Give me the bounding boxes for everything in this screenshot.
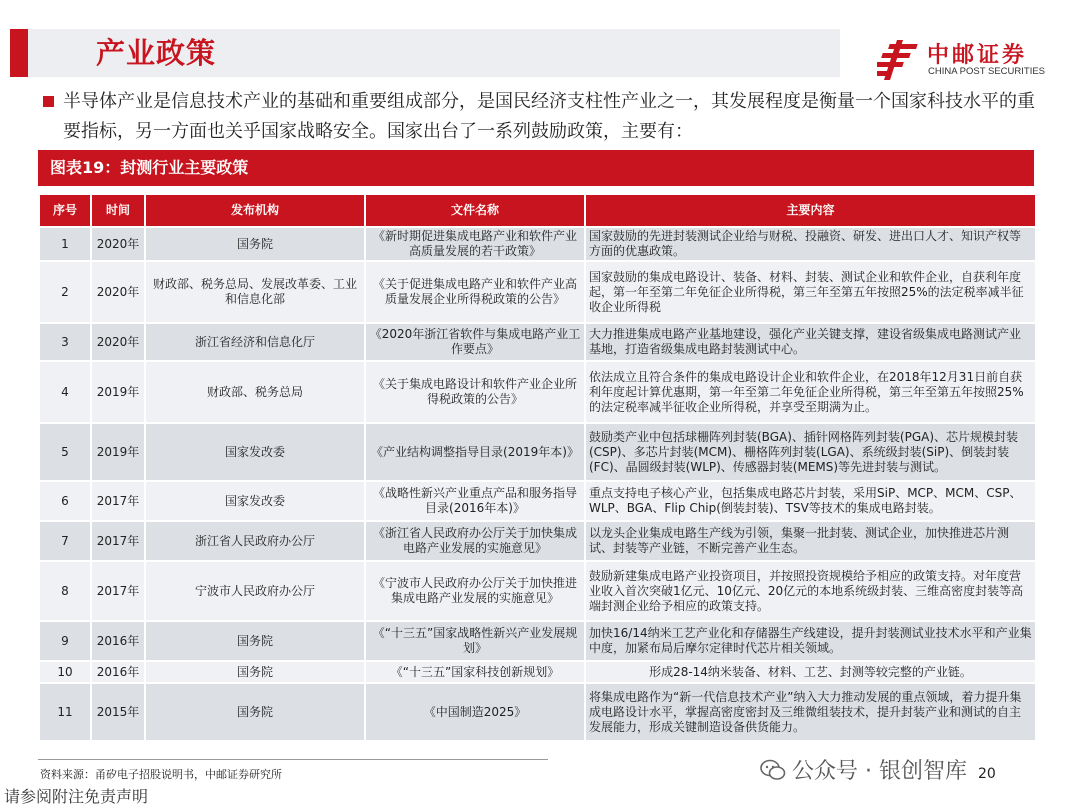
cell-org: 国家发改委: [145, 423, 365, 481]
intro-paragraph: 半导体产业是信息技术产业的基础和重要组成部分，是国民经济支柱性产业之一，其发展程度是衡量一个国家科技水平的重要指标，另一方面也关乎国家战略安全。国家出台了一系列鼓励政策，主要有：: [63, 91, 1035, 142]
cell-org: 国务院: [145, 227, 365, 261]
table-row: [39, 261, 1036, 323]
cell-no: 4: [39, 361, 91, 423]
cell-no: 6: [39, 481, 91, 521]
cell-content: 国家鼓励的先进封装测试企业给与财税、投融资、研发、进出口人才、知识产权等方面的优惠政策。: [585, 227, 1036, 261]
table-row: [39, 661, 1036, 683]
cell-no: 8: [39, 561, 91, 621]
china-post-logo-icon: [877, 40, 921, 80]
header-content: 主要内容: [585, 194, 1036, 227]
cell-content: 依法成立且符合条件的集成电路设计企业和软件企业，在2018年12月31日前自获利年度起计算优惠期，第一年至第二年免征企业所得税，第三年至第五年按照25%的法定税率减半征收企业所得税，并享受至期满为止。: [585, 361, 1036, 423]
cell-no: 9: [39, 621, 91, 661]
cell-no: 3: [39, 323, 91, 361]
cell-content: 国家鼓励的集成电路设计、装备、材料、封装、测试企业和软件企业，自获利年度起，第一年至第二年免征企业所得税，第三年至第五年按照25%的法定税率减半征收企业所得税: [585, 261, 1036, 323]
source-divider: [38, 759, 548, 760]
figure-title: 图表19：封测行业主要政策: [38, 150, 1034, 186]
watermark-text: 公众号 · 银创智库: [792, 759, 967, 784]
cell-doc: 《战略性新兴产业重点产品和服务指导目录(2016年本)》: [365, 481, 585, 521]
table-row: [39, 521, 1036, 561]
cell-year: 2020年: [91, 227, 145, 261]
cell-year: 2016年: [91, 661, 145, 683]
cell-year: 2019年: [91, 423, 145, 481]
logo-text-cn: 中邮证券: [927, 43, 1028, 68]
table-row: [39, 561, 1036, 621]
disclaimer-link[interactable]: 请参阅附注免责声明: [4, 787, 149, 806]
cell-org: 浙江省经济和信息化厅: [145, 323, 365, 361]
cell-org: 国务院: [145, 683, 365, 741]
table-row: [39, 323, 1036, 361]
cell-content: 鼓励类产业中包括球栅阵列封装(BGA)、插针网格阵列封装(PGA)、芯片规模封装(CSP)、多芯片封装(MCM)、栅格阵列封装(LGA)、系统级封装(SiP)、倒装封装(FC)、晶圆级封装(WLP)、传感器封装(MEMS)等先进封装与测试。: [585, 423, 1036, 481]
cell-doc: 《宁波市人民政府办公厅关于加快推进集成电路产业发展的实施意见》: [365, 561, 585, 621]
bullet-marker: [43, 96, 54, 107]
cell-doc: 《“十三五”国家科技创新规划》: [365, 661, 585, 683]
table-row: [39, 227, 1036, 261]
cell-content: 将集成电路作为“新一代信息技术产业”纳入大力推动发展的重点领域，着力提升集成电路设计水平，掌握高密度密封及三维微组装技术，提升封装产业和测试的自主发展能力，形成关键制造设备供货能力。: [585, 683, 1036, 741]
table-row: [39, 621, 1036, 661]
cell-no: 7: [39, 521, 91, 561]
cell-doc: 《浙江省人民政府办公厅关于加快集成电路产业发展的实施意见》: [365, 521, 585, 561]
table-row: [39, 361, 1036, 423]
cell-year: 2017年: [91, 561, 145, 621]
header-doc: 文件名称: [365, 194, 585, 227]
cell-content: 以龙头企业集成电路生产线为引领，集聚一批封装、测试企业，加快推进芯片测试、封装等产业链，不断完善产业生态。: [585, 521, 1036, 561]
cell-content: 重点支持电子核心产业，包括集成电路芯片封装，采用SiP、MCP、MCM、CSP、WLP、BGA、Flip Chip(倒装封装)、TSV等技术的集成电路封装。: [585, 481, 1036, 521]
cell-no: 11: [39, 683, 91, 741]
table-row: [39, 423, 1036, 481]
source-note: 资料来源：甬矽电子招股说明书，中邮证券研究所: [40, 768, 282, 781]
cell-year: 2019年: [91, 361, 145, 423]
cell-content: 加快16/14纳米工艺产业化和存储器生产线建设，提升封装测试业技术水平和产业集中度，加紧布局后摩尔定律时代芯片相关领域。: [585, 621, 1036, 661]
page-title: 产业政策: [96, 36, 217, 70]
cell-no: 10: [39, 661, 91, 683]
cell-doc: 《新时期促进集成电路产业和软件产业高质量发展的若干政策》: [365, 227, 585, 261]
cell-doc: 《产业结构调整指导目录(2019年本)》: [365, 423, 585, 481]
cell-doc: 《关于促进集成电路产业和软件产业高质量发展企业所得税政策的公告》: [365, 261, 585, 323]
page-number: 20: [978, 766, 996, 782]
cell-org: 宁波市人民政府办公厅: [145, 561, 365, 621]
cell-year: 2016年: [91, 621, 145, 661]
logo-text-en: CHINA POST SECURITIES: [928, 66, 1046, 77]
policy-table: [38, 193, 1037, 742]
cell-org: 国务院: [145, 661, 365, 683]
cell-org: 国务院: [145, 621, 365, 661]
header-org: 发布机构: [145, 194, 365, 227]
title-accent: [10, 29, 28, 77]
cell-year: 2020年: [91, 261, 145, 323]
cell-no: 2: [39, 261, 91, 323]
cell-content: 形成28-14纳米装备、材料、工艺、封测等较完整的产业链。: [585, 661, 1036, 683]
cell-year: 2017年: [91, 521, 145, 561]
cell-year: 2020年: [91, 323, 145, 361]
cell-doc: 《2020年浙江省软件与集成电路产业工作要点》: [365, 323, 585, 361]
cell-doc: 《关于集成电路设计和软件产业企业所得税政策的公告》: [365, 361, 585, 423]
cell-year: 2017年: [91, 481, 145, 521]
cell-org: 国家发改委: [145, 481, 365, 521]
table-row: [39, 683, 1036, 741]
table-row: [39, 481, 1036, 521]
cell-no: 1: [39, 227, 91, 261]
cell-doc: 《“十三五”国家战略性新兴产业发展规划》: [365, 621, 585, 661]
cell-org: 财政部、税务总局、发展改革委、工业和信息化部: [145, 261, 365, 323]
cell-doc: 《中国制造2025》: [365, 683, 585, 741]
cell-no: 5: [39, 423, 91, 481]
header-no: 序号: [39, 194, 91, 227]
wechat-icon: [760, 759, 786, 781]
cell-org: 浙江省人民政府办公厅: [145, 521, 365, 561]
company-logo: [877, 40, 1052, 80]
header-year: 时间: [91, 194, 145, 227]
watermark: [760, 754, 967, 785]
cell-content: 大力推进集成电路产业基地建设，强化产业关键支撑，建设省级集成电路测试产业基地，打造省级集成电路封装测试中心。: [585, 323, 1036, 361]
cell-year: 2015年: [91, 683, 145, 741]
cell-content: 鼓励新建集成电路产业投资项目，并按照投资规模给予相应的政策支持。对年度营业收入首次突破1亿元、10亿元、20亿元的本地系统级封装、三维高密度封装等高端封测企业给予相应的政策支持。: [585, 561, 1036, 621]
cell-org: 财政部、税务总局: [145, 361, 365, 423]
table-header-row: [39, 194, 1036, 227]
